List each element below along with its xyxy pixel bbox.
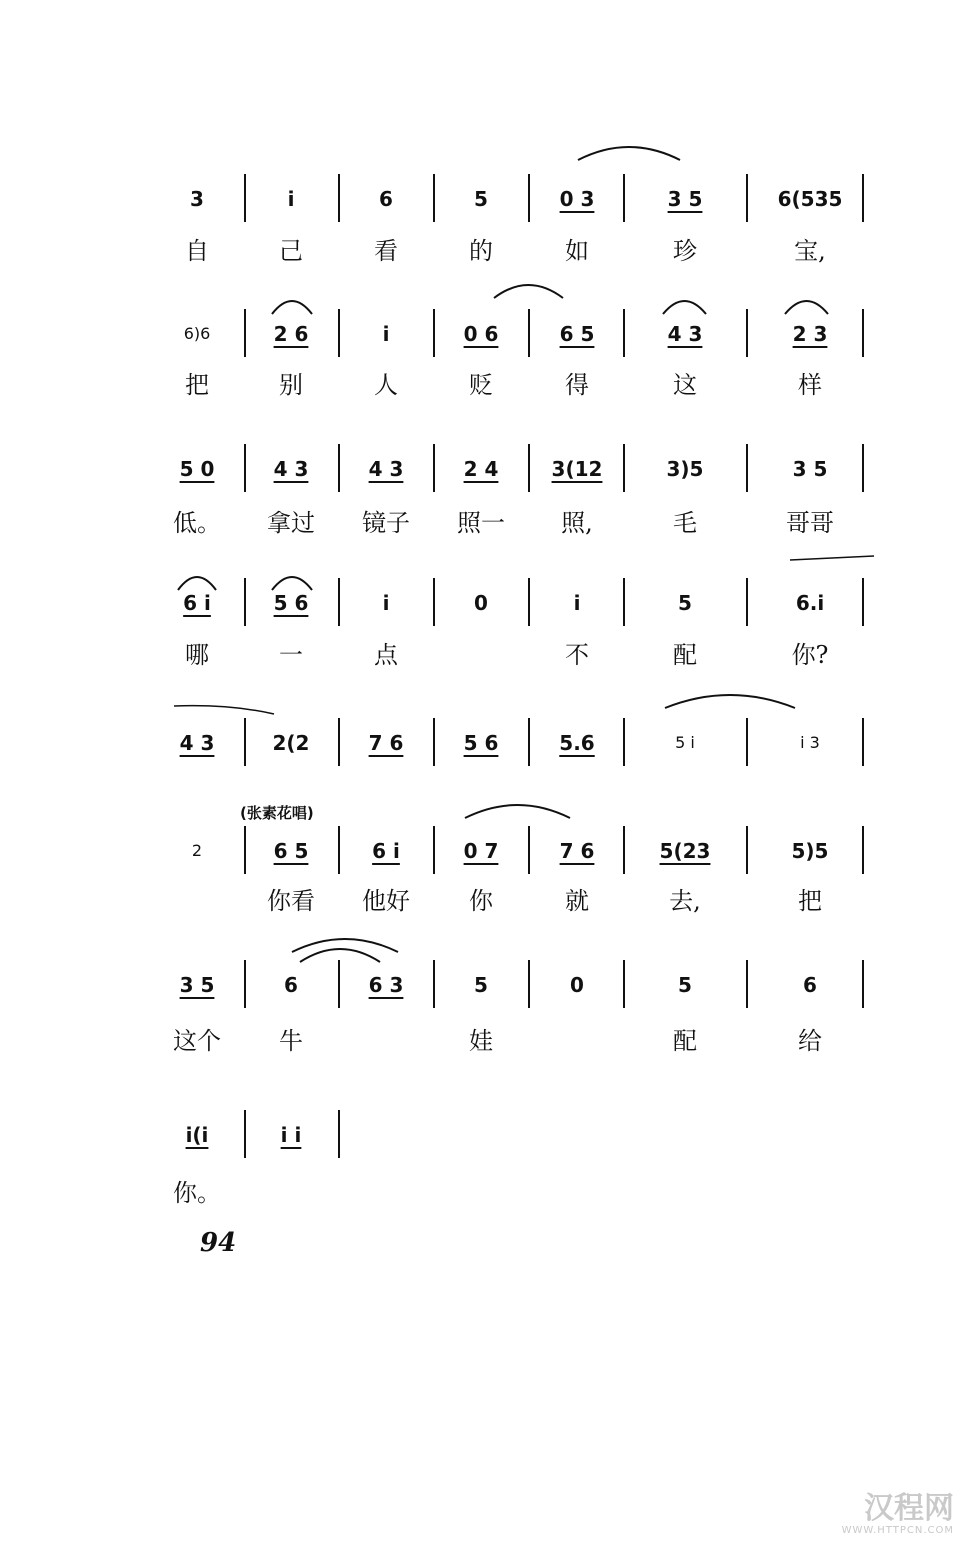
bar-line — [338, 960, 340, 1008]
bar-line — [433, 309, 435, 357]
lyric-text: 贬 — [469, 371, 493, 399]
bar-line — [528, 960, 530, 1008]
lyric-text: 人 — [374, 371, 398, 399]
note-text: 5.6 — [559, 731, 595, 755]
bar-line — [862, 309, 864, 357]
note-text: 6(535 — [777, 187, 843, 211]
note-cell — [157, 1122, 237, 1148]
note-cell — [251, 838, 331, 864]
note-cell — [537, 838, 617, 864]
note-cell — [346, 456, 426, 482]
lyric-text: 宝, — [794, 237, 826, 265]
bar-line — [433, 444, 435, 492]
lyric-text: 牛 — [279, 1027, 303, 1055]
note-cell — [346, 838, 426, 864]
note-cell — [537, 730, 617, 756]
lyric-text: 娃 — [469, 1027, 493, 1055]
tie-line — [174, 706, 274, 714]
lyric-text: 低。 — [173, 509, 221, 537]
slur-arc — [785, 301, 828, 314]
note-cell — [441, 186, 521, 212]
watermark-brand: 汉程网 — [864, 1491, 954, 1526]
bar-line — [338, 444, 340, 492]
note-cell — [645, 590, 725, 616]
lyric-text: 哪 — [185, 641, 209, 669]
bar-line — [338, 578, 340, 626]
note-text: i i — [280, 1123, 302, 1147]
note-text: 6 5 — [559, 322, 595, 346]
note-cell — [441, 321, 521, 347]
watermark-url: WWW.HTTPCN.COM — [841, 1525, 954, 1536]
bar-line — [244, 826, 246, 874]
bar-line — [623, 578, 625, 626]
note-cell — [251, 1122, 331, 1148]
note-text: 5 0 — [179, 457, 215, 481]
bar-line — [746, 826, 748, 874]
note-cell — [441, 972, 521, 998]
note-cell — [157, 972, 237, 998]
note-text: 3 5 — [792, 457, 828, 481]
slur-arc — [178, 577, 216, 590]
note-cell — [537, 590, 617, 616]
slur-arc — [300, 949, 380, 962]
lyric-text: 他好 — [362, 887, 410, 915]
lyric-text: 你看 — [267, 887, 315, 915]
note-cell — [537, 186, 617, 212]
note-text: 2(2 — [272, 731, 310, 755]
lyric-text: 把 — [798, 887, 822, 915]
note-text: 6 3 — [368, 973, 404, 997]
bar-line — [433, 826, 435, 874]
bar-line — [528, 444, 530, 492]
note-cell — [346, 321, 426, 347]
bar-line — [338, 309, 340, 357]
note-cell — [770, 590, 850, 616]
bar-line — [623, 718, 625, 766]
bar-line — [244, 174, 246, 222]
note-text: 5 6 — [273, 591, 309, 615]
note-text: 3 5 — [667, 187, 703, 211]
note-text: i 3 — [800, 733, 820, 752]
note-text: 6.i — [795, 591, 825, 615]
slur-arc — [272, 577, 312, 590]
note-text: 7 6 — [368, 731, 404, 755]
note-cell — [770, 321, 850, 347]
bar-line — [746, 309, 748, 357]
singer-note: (张素花唱) — [240, 804, 314, 822]
bar-line — [338, 174, 340, 222]
lyric-text: 拿过 — [267, 509, 315, 537]
bar-line — [244, 718, 246, 766]
note-text: 0 — [570, 973, 584, 997]
slur-arc — [272, 301, 312, 314]
note-cell — [770, 972, 850, 998]
bar-line — [338, 1110, 340, 1158]
note-cell — [645, 972, 725, 998]
note-cell — [645, 321, 725, 347]
note-text: 5 — [678, 973, 692, 997]
bar-line — [244, 1110, 246, 1158]
note-cell — [645, 730, 725, 756]
bar-line — [528, 174, 530, 222]
watermark-logo — [842, 1493, 954, 1537]
lyric-text: 照, — [561, 509, 593, 537]
note-text: 0 6 — [463, 322, 499, 346]
lyric-text: 一 — [279, 641, 303, 669]
note-cell — [346, 730, 426, 756]
lyric-text: 你? — [791, 641, 829, 669]
lyric-text: 这个 — [173, 1027, 221, 1055]
bar-line — [244, 578, 246, 626]
bar-line — [746, 174, 748, 222]
bar-line — [862, 826, 864, 874]
bar-line — [746, 444, 748, 492]
note-cell — [537, 321, 617, 347]
tie-line — [790, 556, 874, 560]
bar-line — [623, 174, 625, 222]
note-cell — [537, 456, 617, 482]
lyric-text: 就 — [565, 887, 589, 915]
note-text: i(i — [185, 1123, 209, 1147]
lyric-text: 配 — [673, 1027, 697, 1055]
note-cell — [251, 186, 331, 212]
lyric-text: 给 — [798, 1027, 822, 1055]
note-text: 2 4 — [463, 457, 499, 481]
slur-arc — [494, 285, 563, 298]
note-text: 4 3 — [179, 731, 215, 755]
note-text: 6)6 — [183, 324, 211, 343]
note-text: 4 3 — [667, 322, 703, 346]
bar-line — [433, 960, 435, 1008]
lyric-text: 哥哥 — [786, 509, 834, 537]
lyric-text: 别 — [279, 371, 303, 399]
note-text: 3 5 — [179, 973, 215, 997]
bar-line — [338, 718, 340, 766]
lyric-text: 点 — [374, 641, 398, 669]
bar-line — [528, 826, 530, 874]
bar-line — [746, 578, 748, 626]
note-cell — [441, 456, 521, 482]
page-number: 94 — [200, 1228, 237, 1258]
bar-line — [433, 578, 435, 626]
bar-line — [433, 174, 435, 222]
note-text: 6 5 — [273, 839, 309, 863]
note-text: 6 — [803, 973, 817, 997]
note-cell — [645, 838, 725, 864]
lyric-text: 自 — [185, 237, 209, 265]
note-text: 6 i — [372, 839, 400, 863]
note-text: 6 i — [183, 591, 211, 615]
note-text: 2 3 — [792, 322, 828, 346]
note-cell — [157, 456, 237, 482]
slur-arc — [665, 695, 795, 708]
note-cell — [441, 590, 521, 616]
note-cell — [537, 972, 617, 998]
note-cell — [441, 730, 521, 756]
note-cell — [346, 972, 426, 998]
bar-line — [244, 444, 246, 492]
note-text: 3)5 — [666, 457, 704, 481]
note-text: 0 7 — [463, 839, 499, 863]
note-text: 5 — [474, 187, 488, 211]
lyric-text: 这 — [673, 371, 697, 399]
note-text: 5 — [474, 973, 488, 997]
note-text: 4 3 — [273, 457, 309, 481]
lyric-text: 照一 — [457, 509, 505, 537]
note-cell — [251, 972, 331, 998]
lyric-text: 把 — [185, 371, 209, 399]
note-cell — [251, 456, 331, 482]
bar-line — [862, 444, 864, 492]
note-cell — [770, 838, 850, 864]
slur-arc — [465, 805, 570, 818]
note-text: 2 — [191, 841, 203, 860]
note-text: i — [287, 187, 295, 211]
note-text: i — [573, 591, 581, 615]
bar-line — [862, 960, 864, 1008]
bar-line — [244, 960, 246, 1008]
note-cell — [770, 730, 850, 756]
note-text: 3(12 — [551, 457, 603, 481]
bar-line — [623, 444, 625, 492]
note-text: 5 — [678, 591, 692, 615]
bar-line — [528, 578, 530, 626]
bar-line — [244, 309, 246, 357]
bar-line — [862, 174, 864, 222]
bar-line — [433, 718, 435, 766]
note-text: 2 6 — [273, 322, 309, 346]
lyric-text: 你 — [469, 887, 493, 915]
lyric-text: 你。 — [173, 1179, 221, 1207]
note-cell — [441, 838, 521, 864]
note-cell — [770, 186, 850, 212]
bar-line — [862, 578, 864, 626]
bar-line — [862, 718, 864, 766]
lyric-text: 样 — [798, 371, 822, 399]
bar-line — [746, 718, 748, 766]
note-text: 5)5 — [791, 839, 829, 863]
slur-arc — [663, 301, 706, 314]
bar-line — [528, 718, 530, 766]
bar-line — [623, 826, 625, 874]
lyric-text: 毛 — [673, 509, 697, 537]
note-cell — [251, 730, 331, 756]
lyric-text: 去, — [669, 887, 701, 915]
lyric-text: 己 — [279, 237, 303, 265]
note-cell — [157, 590, 237, 616]
bar-line — [528, 309, 530, 357]
note-cell — [157, 186, 237, 212]
note-cell — [770, 456, 850, 482]
note-cell — [645, 186, 725, 212]
lyric-text: 配 — [673, 641, 697, 669]
bar-line — [623, 309, 625, 357]
lyric-text: 不 — [565, 641, 589, 669]
lyric-text: 的 — [469, 237, 493, 265]
note-cell — [157, 730, 237, 756]
note-text: 4 3 — [368, 457, 404, 481]
note-cell — [346, 186, 426, 212]
note-cell — [645, 456, 725, 482]
note-cell — [251, 590, 331, 616]
note-text: 5 6 — [463, 731, 499, 755]
bar-line — [746, 960, 748, 1008]
note-cell — [157, 321, 237, 347]
lyric-text: 镜子 — [362, 509, 410, 537]
note-text: 5(23 — [659, 839, 711, 863]
lyric-text: 得 — [565, 371, 589, 399]
note-text: 0 — [474, 591, 488, 615]
note-text: 0 3 — [559, 187, 595, 211]
lyric-text: 看 — [374, 237, 398, 265]
note-text: 7 6 — [559, 839, 595, 863]
note-text: i — [382, 591, 390, 615]
slur-arc — [578, 147, 680, 160]
note-text: 6 — [284, 973, 298, 997]
note-text: 6 — [379, 187, 393, 211]
note-text: 3 — [190, 187, 204, 211]
note-cell — [251, 321, 331, 347]
note-cell — [346, 590, 426, 616]
lyric-text: 如 — [565, 237, 589, 265]
bar-line — [623, 960, 625, 1008]
note-text: 5 i — [675, 733, 695, 752]
bar-line — [338, 826, 340, 874]
note-cell — [157, 838, 237, 864]
lyric-text: 珍 — [673, 237, 697, 265]
note-text: i — [382, 322, 390, 346]
